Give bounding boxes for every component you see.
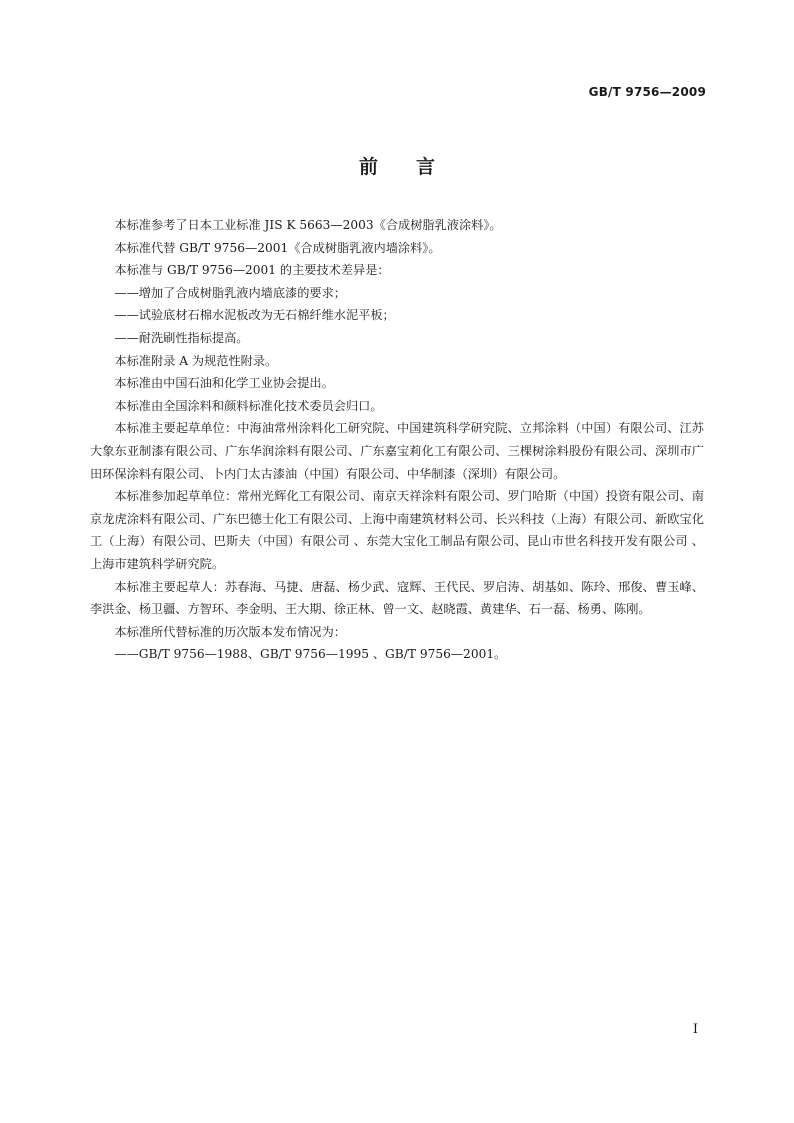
paragraph-under-jurisdiction: 本标准由全国涂料和颜料标准化技术委员会归口。 <box>114 398 383 413</box>
title-char-1: 前 <box>358 156 378 178</box>
page-title <box>0 152 794 179</box>
paragraph-replaces: 本标准代替 GB/T 9756—2001《合成树脂乳液内墙涂料》。 <box>114 240 441 255</box>
paragraph-history-versions: ——GB/T 9756—1988、GB/T 9756—1995 、GB/T 9756—2001。 <box>114 647 507 662</box>
paragraph-participating-units: 本标准参加起草单位：常州光辉化工有限公司、南京天祥涂料有限公司、罗门哈斯（中国）投资有限公司、南京龙虎涂料有限公司、广东巴德士化工有限公司、上海中南建筑材料公司、长兴科技（上海）有限公司、新欧宝化工（上海）有限公司、巴斯夫（中国）有限公司 、东莞大宝化工制品有限公司、昆山市世名科技开发有限公司 、上海市建筑科学研究院。 <box>90 489 704 571</box>
foreword-body <box>90 214 704 666</box>
page-number: I <box>692 1022 698 1037</box>
paragraph-annex: 本标准附录 A 为规范性附录。 <box>114 353 278 368</box>
title-char-2: 言 <box>416 156 436 178</box>
paragraph-main-drafters: 本标准主要起草人：苏春海、马捷、唐磊、杨少武、寇辉、王代民、罗启涛、胡基如、陈玲、邢俊、曹玉峰、李洪金、杨卫疆、方智环、李金明、王大期、徐正林、曾一文、赵晓霞、黄建华、石一磊、杨勇、陈刚。 <box>90 579 704 617</box>
paragraph-differences-intro: 本标准与 GB/T 9756—2001 的主要技术差异是： <box>114 263 390 278</box>
paragraph-reference-standard: 本标准参考了日本工业标准 JIS K 5663—2003《合成树脂乳液涂料》。 <box>114 218 502 232</box>
paragraph-difference-2: ——试验底材石棉水泥板改为无石棉纤维水泥平板； <box>114 308 395 323</box>
paragraph-main-drafting-units: 本标准主要起草单位：中海油常州涂料化工研究院、中国建筑科学研究院、立邦涂料（中国）有限公司、江苏大象东亚制漆有限公司、广东华润涂料有限公司、广东嘉宝莉化工有限公司、三棵树涂料股份有限公司、深圳市广田环保涂料有限公司、卜内门太古漆油（中国）有限公司、中华制漆（深圳）有限公司。 <box>90 421 704 481</box>
paragraph-history-intro: 本标准所代替标准的历次版本发布情况为： <box>114 624 346 639</box>
paragraph-difference-3: ——耐洗刷性指标提高。 <box>114 330 249 345</box>
paragraph-proposed-by: 本标准由中国石油和化学工业协会提出。 <box>114 376 334 391</box>
standard-code: GB/T 9756—2009 <box>588 85 706 99</box>
paragraph-difference-1: ——增加了合成树脂乳液内墙底漆的要求； <box>114 285 346 300</box>
